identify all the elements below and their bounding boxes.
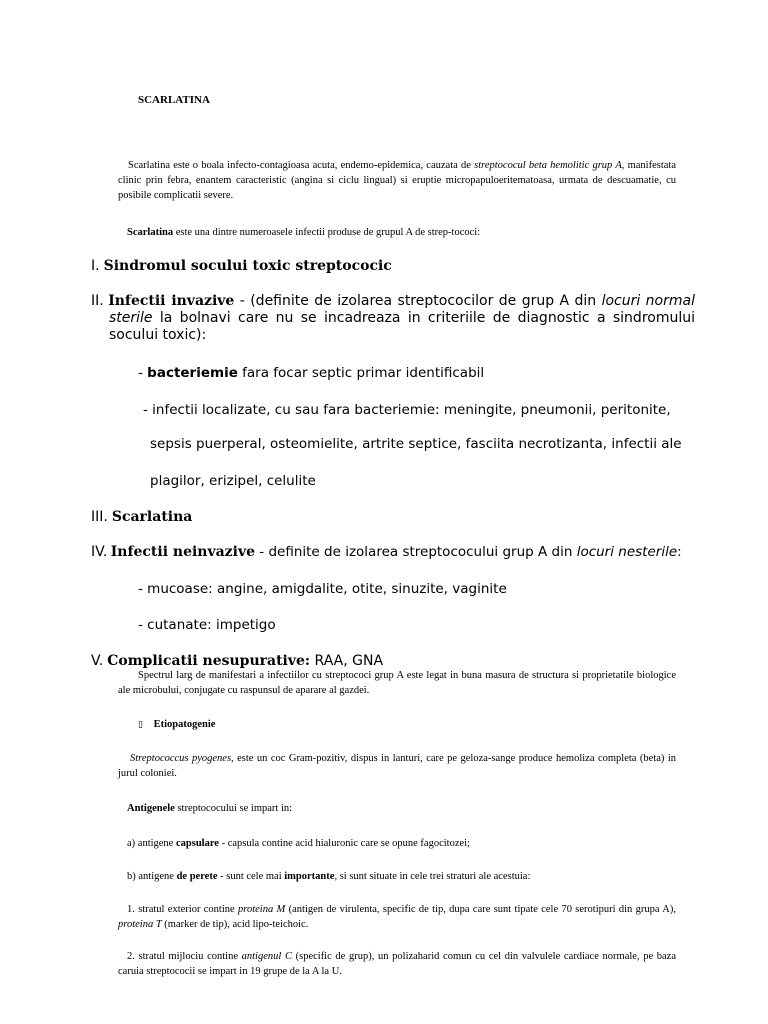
section-3-number: III. <box>91 509 108 525</box>
antigen-a-rest: - capsula contine acid hialuronic care se opune fagocitozei; <box>218 838 470 849</box>
bullet-localizate-line-3: plagilor, erizipel, celulite <box>150 473 316 489</box>
intro-text: Scarlatina este o boala infecto-contagioasa acuta, endemo-epidemica, cauzata de <box>128 160 475 171</box>
bacteriemie-bold: bacteriemie <box>147 365 238 381</box>
streptococcus-text: , este un coc Gram-pozitiv, dispus in lanturi, care pe geloza-sange produce hemoliza completa (beta) in jurul coloniei. <box>118 753 676 779</box>
section-4-text: - definite de izolarea streptococului grup A din <box>255 544 577 560</box>
streptococcus-italic: Streptococcus pyogenes <box>130 753 232 764</box>
bullet-bacteriemie <box>138 364 484 382</box>
streptococcus-paragraph <box>118 751 676 781</box>
section-4-number: IV. <box>91 544 108 560</box>
strat1-italic-1: proteina M <box>238 904 286 915</box>
section-1-heading <box>91 257 392 275</box>
section-5-text: RAA, GNA <box>310 653 384 669</box>
strat1-rest: (marker de tip), acid lipo-teichoic. <box>161 919 309 930</box>
section-3-title: Scarlatina <box>111 509 193 525</box>
bullet-dash: - <box>138 365 148 381</box>
strat-mijlociu-paragraph <box>118 949 676 979</box>
section-4-italic: locuri nesterile <box>576 544 678 560</box>
strat1-italic-2: proteina T <box>118 919 162 930</box>
antigenele-line <box>127 801 292 816</box>
section-2-title: Infectii invazive <box>108 293 235 309</box>
antigen-a-bold: capsulare <box>175 838 219 849</box>
antigen-b-mid: - sunt cele mai <box>217 871 285 882</box>
section-1-number: I. <box>91 258 100 274</box>
section-4-title: Infectii neinvazive <box>110 544 255 560</box>
scarlatina-line-rest: este una dintre numeroasele infectii produse de grupul A de strep-tococi: <box>173 227 481 238</box>
strat-exterior-paragraph <box>118 902 676 932</box>
etiopatogenie-label: Etiopatogenie <box>153 719 216 730</box>
strat2-pre: 2. stratul mijlociu contine <box>127 951 242 962</box>
section-2-text-end: la bolnavi care nu se incadreaza in criteriile de diagnostic a sindromului socului toxic): <box>109 310 695 343</box>
antigen-perete-line <box>127 869 530 884</box>
section-1-title: Sindromul socului toxic streptococic <box>103 258 392 274</box>
section-2-heading <box>91 293 695 344</box>
spectrul-paragraph: Spectrul larg de manifestari a infectiilor cu streptococi grup A este legat in buna masura de structura si proprietatile biologice ale microbului, conjugate cu raspunsul de aparare al gazdei. <box>118 670 676 696</box>
antigenele-bold: Antigenele <box>127 803 175 814</box>
intro-italic: streptococul beta hemolitic grup A <box>474 160 622 171</box>
antigen-capsulare-line <box>127 836 470 851</box>
section-2-text: - (definite de izolarea streptococilor de grup A din <box>234 293 602 309</box>
strat1-pre: 1. stratul exterior contine <box>127 904 239 915</box>
antigen-b-rest: , si sunt situate in cele trei straturi ale acestuia: <box>334 871 531 882</box>
intro-paragraph <box>118 158 676 203</box>
document-title: SCARLATINA <box>138 94 210 106</box>
bullet-localizate-line-2: sepsis puerperal, osteomielite, artrite septice, fasciita necrotizanta, infectii ale <box>150 436 682 452</box>
section-2-italic: locuri normal sterile <box>109 293 695 326</box>
antigenele-rest: streptococului se impart in: <box>174 803 293 814</box>
section-3-heading <box>91 508 192 526</box>
antigen-b-bold-2: importante <box>284 871 335 882</box>
bullet-cutanate: - cutanate: impetigo <box>138 617 276 633</box>
intro-text-end: , manifestata clinic prin febra, enantem caracteristic (angina si ciclu lingual) si eruptie micropapuloeritematoasa, urmata de descuamatie, cu posibile complicatii severe. <box>118 160 676 201</box>
section-5-number: V. <box>91 653 104 669</box>
bullet-square-icon: ▯ <box>138 720 143 730</box>
bullet-mucoase: - mucoase: angine, amigdalite, otite, sinuzite, vaginite <box>138 581 507 597</box>
bacteriemie-rest: fara focar septic primar identificabil <box>237 365 485 381</box>
section-5-title: Complicatii nesupurative: <box>107 653 311 669</box>
antigen-b-bold: de perete <box>176 871 218 882</box>
strat1-mid: (antigen de virulenta, specific de tip, dupa care sunt tipate cele 70 serotipuri din grupa A), <box>285 904 676 915</box>
strat2-rest: (specific de grup), un polizaharid comun cu cel din valvulele cardiace normale, pe baza caruia streptococii se impart in 19 grupe de la A la U. <box>118 951 677 977</box>
scarlatina-bold: Scarlatina <box>127 227 174 238</box>
bullet-localizate: - infectii localizate, cu sau fara bacteriemie: meningite, pneumonii, peritonite, <box>143 402 671 418</box>
section-4-heading <box>91 544 682 560</box>
section-4-end: : <box>677 544 682 560</box>
antigen-b-pre: b) antigene <box>127 871 177 882</box>
scarlatina-intro-line <box>127 225 480 240</box>
antigen-a-pre: a) antigene <box>127 838 176 849</box>
section-2-number: II. <box>91 293 104 309</box>
etiopatogenie-heading <box>138 717 215 733</box>
strat2-italic: antigenul C <box>241 951 292 962</box>
